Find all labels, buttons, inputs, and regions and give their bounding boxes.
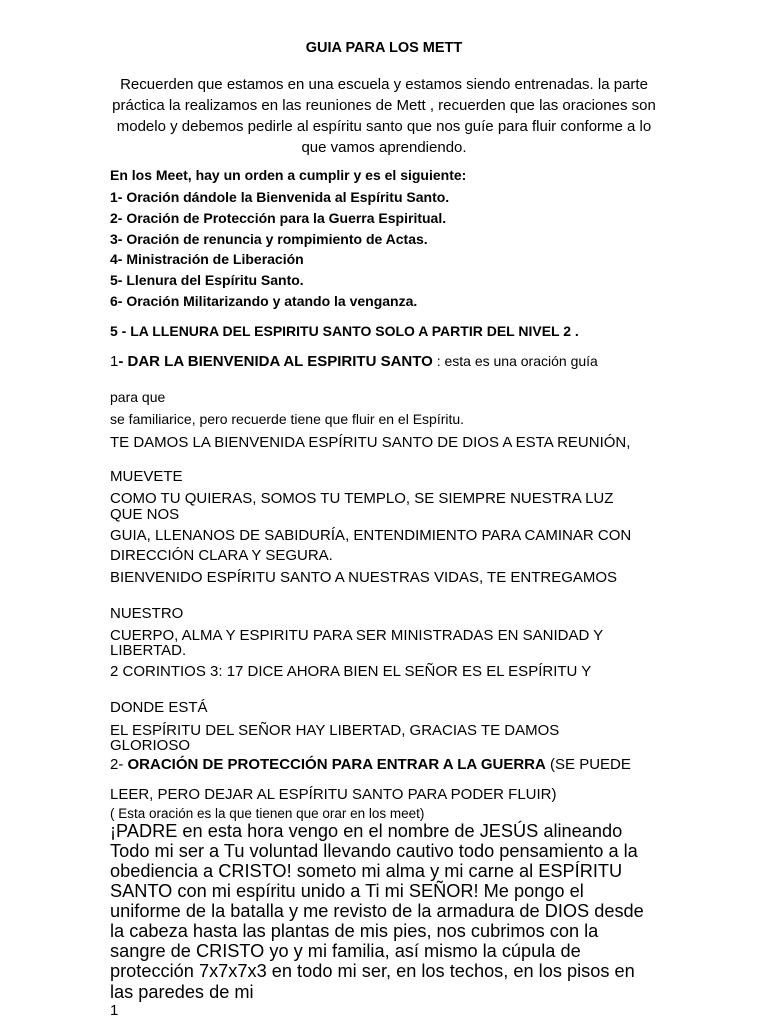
prayer-line: las paredes de mi xyxy=(110,982,254,1002)
prayer-line: uniforme de la batalla y me revisto de la armadura de DIOS desde xyxy=(110,901,644,921)
order-item: 4- Ministración de Liberación xyxy=(110,251,304,267)
page-number: 1 xyxy=(110,1002,119,1019)
prayer-line: ¡PADRE en esta hora vengo en el nombre de JESÚS alineando xyxy=(110,821,623,841)
prayer-line: Todo mi ser a Tu voluntad llevando cautivo todo pensamiento a la xyxy=(110,841,638,861)
prayer-line: obediencia a CRISTO! someto mi alma y mi carne al ESPÍRITU xyxy=(110,861,623,881)
order-item: 6- Oración Militarizando y atando la venganza. xyxy=(110,293,418,309)
section2-heading xyxy=(110,756,631,773)
section1-number: 1 xyxy=(110,353,119,370)
section1-line: DIRECCIÓN CLARA Y SEGURA. xyxy=(110,547,333,564)
intro-line: modelo y debemos pedirle al espíritu santo que nos guíe para fluir conforme a lo xyxy=(116,118,652,135)
section1-line: para que xyxy=(110,389,166,405)
document-title: GUIA PARA LOS METT xyxy=(305,40,463,56)
prayer-line: protección 7x7x7x3 en todo mi ser, en los techos, en los pisos en xyxy=(110,961,635,981)
section1-line: CUERPO, ALMA Y ESPIRITU PARA SER MINISTRADAS EN SANIDAD Y xyxy=(110,627,604,644)
section1-title: - DAR LA BIENVENIDA AL ESPIRITU SANTO xyxy=(118,353,433,370)
intro-line: práctica la realizamos en las reuniones de Mett , recuerden que las oraciones son xyxy=(112,97,656,114)
section1-line: NUESTRO xyxy=(110,605,184,622)
section1-line: se familiarice, pero recuerde tiene que fluir en el Espíritu. xyxy=(110,411,465,427)
section1-line: BIENVENIDO ESPÍRITU SANTO A NUESTRAS VIDAS, TE ENTREGAMOS xyxy=(110,569,618,586)
prayer-line: sangre de CRISTO yo y mi familia, así mismo la cúpula de xyxy=(110,941,581,961)
section2-title: ORACIÓN DE PROTECCIÓN PARA ENTRAR A LA GUERRA xyxy=(123,756,546,773)
section2-line: LEER, PERO DEJAR AL ESPÍRITU SANTO PARA PODER FLUIR) xyxy=(110,786,557,803)
order-item: 2- Oración de Protección para la Guerra Espiritual. xyxy=(110,210,447,226)
order-item: 1- Oración dándole la Bienvenida al Espíritu Santo. xyxy=(110,189,450,205)
prayer-line: la cabeza hasta las plantas de mis pies, nos cubrimos con la xyxy=(110,921,599,941)
intro-line: Recuerden que estamos en una escuela y estamos siendo entrenadas. la parte xyxy=(120,76,648,93)
section1-line: QUE NOS xyxy=(110,506,180,523)
section1-line: GLORIOSO xyxy=(110,737,191,754)
section1-line: GUIA, LLENANOS DE SABIDURÍA, ENTENDIMIENTO PARA CAMINAR CON xyxy=(110,527,632,544)
section1-line: DONDE ESTÁ xyxy=(110,699,208,716)
order-item: 5- Llenura del Espíritu Santo. xyxy=(110,272,304,288)
prayer-line: SANTO con mi espíritu unido a Ti mi SEÑOR! Me pongo el xyxy=(110,881,584,901)
section2-subtitle: (SE PUEDE xyxy=(545,756,631,773)
section1-line: MUEVETE xyxy=(110,468,183,485)
section2-number: 2- xyxy=(110,756,124,773)
section1-heading xyxy=(110,353,598,370)
order-item: 3- Oración de renuncia y rompimiento de Actas. xyxy=(110,231,428,247)
order-heading: En los Meet, hay un orden a cumplir y es el siguiente: xyxy=(110,167,467,183)
intro-line: que vamos aprendiendo. xyxy=(301,139,467,156)
section1-line: COMO TU QUIERAS, SOMOS TU TEMPLO, SE SIEMPRE NUESTRA LUZ xyxy=(110,490,614,507)
section1-line: LIBERTAD. xyxy=(110,642,187,659)
section2-line: ( Esta oración es la que tienen que orar en los meet) xyxy=(110,806,425,821)
section1-line: 2 CORINTIOS 3: 17 DICE AHORA BIEN EL SEÑOR ES EL ESPÍRITU Y xyxy=(110,663,592,680)
level-note: 5 - LA LLENURA DEL ESPIRITU SANTO SOLO A PARTIR DEL NIVEL 2 . xyxy=(110,323,579,339)
section1-line: EL ESPÍRITU DEL SEÑOR HAY LIBERTAD, GRACIAS TE DAMOS xyxy=(110,722,560,739)
section1-line: TE DAMOS LA BIENVENIDA ESPÍRITU SANTO DE DIOS A ESTA REUNIÓN, xyxy=(110,434,631,451)
section1-subtitle: : esta es una oración guía xyxy=(432,353,598,369)
